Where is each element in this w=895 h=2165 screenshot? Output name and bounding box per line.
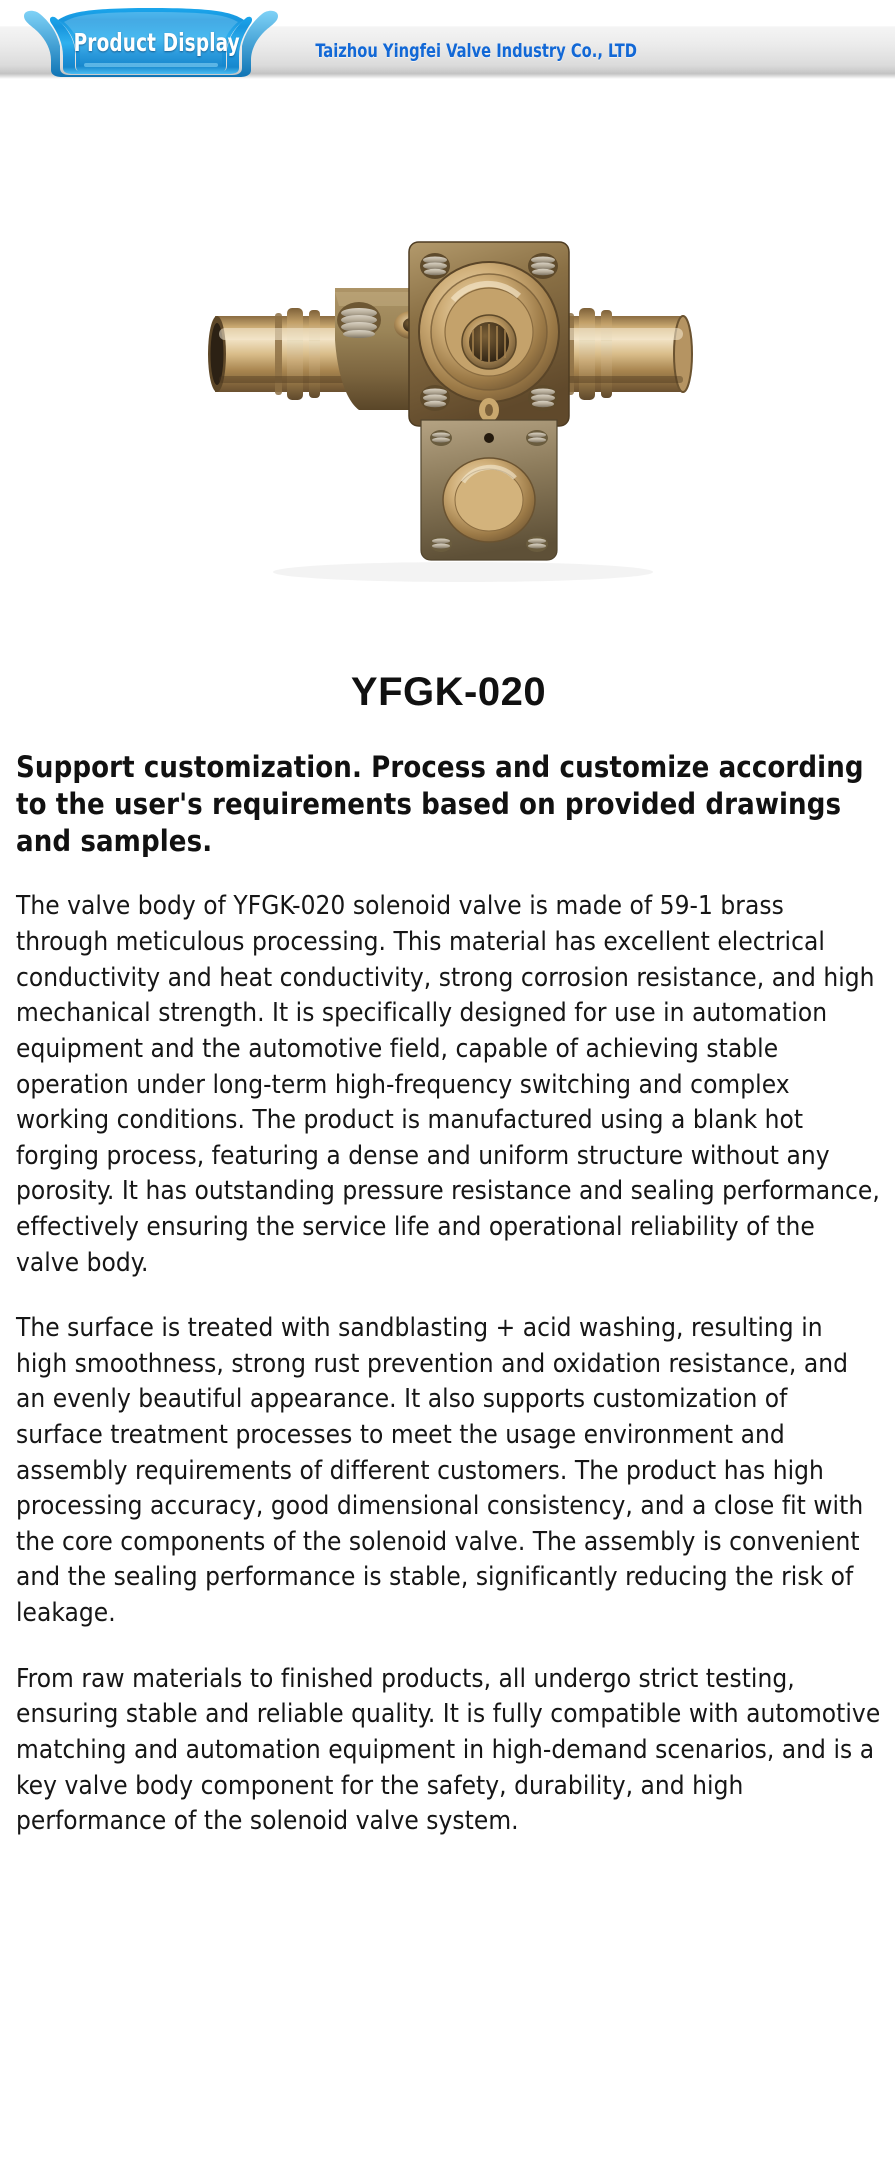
customization-lead-text: Support customization. Process and customize according to the user's requirements based on provided drawings and samples. (16, 750, 864, 858)
product-title: YFGK-020 (350, 670, 547, 714)
product-description-section (0, 650, 895, 1840)
valve-bottom-flange (421, 420, 557, 560)
page-header (0, 0, 895, 80)
description-paragraph-2: The surface is treated with sandblasting + acid washing, resulting in high smoothness, strong rust prevention and oxidation resistance, and an evenly beautiful appearance. It also supports customization of surface treatment processes to meet the usage environment and assembly requirements of different customers. The product has high processing accuracy, good dimensional consistency, and a close fit with the core components of the solenoid valve. The assembly is convenient and the sealing performance is stable, significantly reducing the risk of leakage. (16, 1313, 864, 1629)
product-display-tab[interactable] (18, 6, 284, 78)
valve-center-block (409, 242, 569, 426)
product-image-stage (0, 80, 895, 650)
product-display-tab-label: Product Display (73, 27, 240, 57)
company-name: Taizhou Yingfei Valve Industry Co., LTD (315, 40, 637, 62)
description-paragraph-1: The valve body of YFGK-020 solenoid valve is made of 59-1 brass through meticulous processing. This material has excellent electrical conductivity and heat conductivity, strong corrosion resistance, and high mechanical strength. It is specifically designed for use in automation equipment and the automotive field, capable of achieving stable operation under long-term high-frequency switching and complex working conditions. The product is manufactured using a blank hot forging process, featuring a dense and uniform structure without any porosity. It has outstanding pressure resistance and sealing performance, effectively ensuring the service life and operational reliability of the valve body. (16, 891, 880, 1278)
product-photo-valve-body (163, 120, 733, 620)
description-paragraph-3: From raw materials to finished products, all undergo strict testing, ensuring stable and reliable quality. It is fully compatible with automotive matching and automation equipment in high-demand scenarios, and is a key valve body component for the safety, durability, and high performance of the solenoid valve system. (16, 1663, 881, 1837)
thread-coil-left (341, 308, 377, 338)
